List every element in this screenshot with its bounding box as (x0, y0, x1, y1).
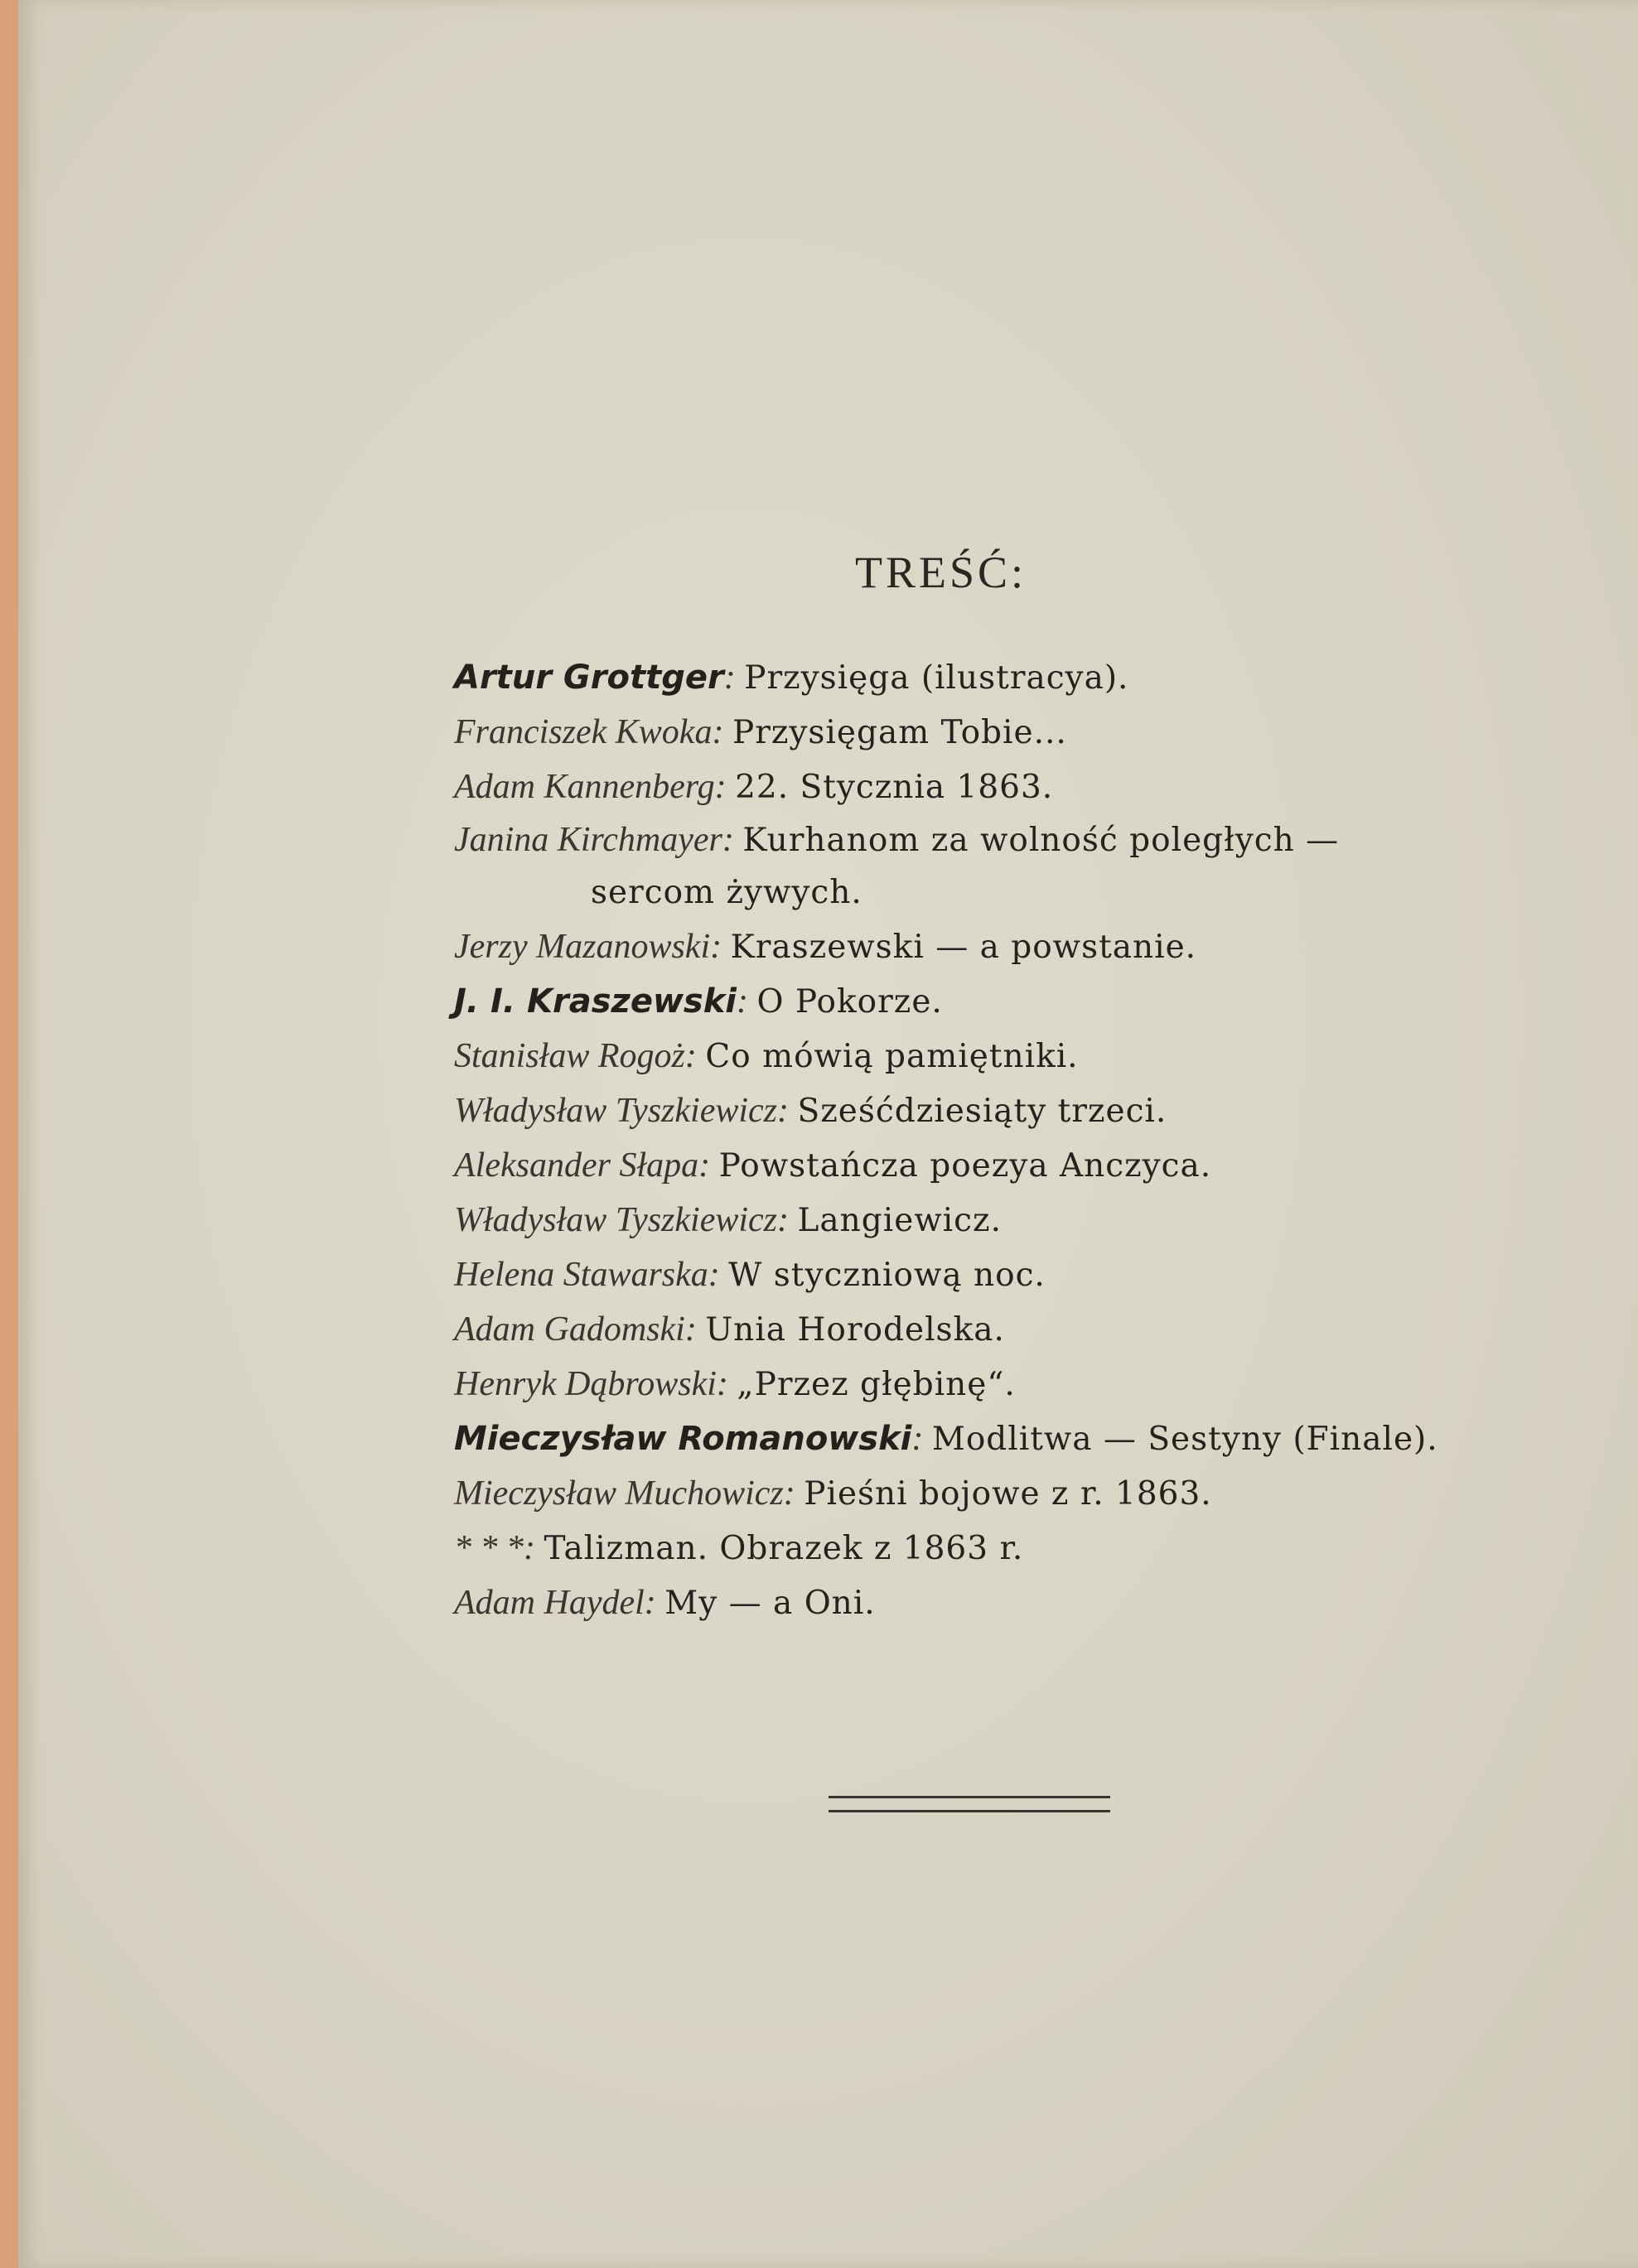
entry-author: Franciszek Kwoka (454, 713, 713, 751)
entry-title: My — a Oni. (664, 1585, 876, 1622)
book-page (18, 0, 1638, 2268)
entry-author: Mieczysław Muchowicz (454, 1474, 784, 1513)
entry-author: Henryk Dąbrowski (454, 1365, 717, 1403)
toc-entry: Adam Haydel: My — a Oni. (454, 1584, 876, 1622)
entry-author: Jerzy Mazanowski (454, 928, 711, 966)
entry-author: Stanisław Rogoż (454, 1037, 685, 1075)
entry-author: Helena Stawarska (454, 1256, 708, 1294)
entry-title: Pieśni bojowe z r. 1863. (804, 1475, 1212, 1513)
toc-entry: Mieczysław Romanowski: Modlitwa — Sestyny (Finale). (454, 1420, 1438, 1458)
entry-title: Przysięga (ilustracya). (744, 659, 1129, 697)
page-title: TREŚĆ: (855, 548, 1027, 597)
entry-author: Adam Kannenberg (454, 768, 715, 806)
entry-title: W styczniową noc. (728, 1257, 1046, 1294)
entry-title: Przysięgam Tobie... (732, 714, 1067, 751)
entry-author: Aleksander Słapa (454, 1146, 699, 1185)
entry-title: Kraszewski — a powstanie. (730, 929, 1197, 966)
entry-author: Adam Haydel (454, 1584, 645, 1622)
toc-entry: Adam Kannenberg: 22. Stycznia 1863. (454, 768, 1054, 806)
toc-entry: Jerzy Mazanowski: Kraszewski — a powstanie. (454, 928, 1197, 966)
entry-author: Artur Grottger (454, 659, 724, 697)
toc-entry: Władysław Tyszkiewicz: Langiewicz. (454, 1201, 1002, 1239)
entry-title: „Przez głębinę“. (737, 1366, 1016, 1403)
entry-title: Modlitwa — Sestyny (Finale). (931, 1421, 1438, 1458)
entry-author: J. I. Kraszewski (454, 982, 737, 1021)
toc-entry: Janina Kirchmayer: Kurhanom za wolność poległych —sercom żywych. (454, 821, 1340, 911)
entry-author: Władysław Tyszkiewicz (454, 1201, 778, 1239)
entry-author: Adam Gadomski (454, 1310, 685, 1349)
entry-title: O Pokorze. (756, 983, 943, 1021)
toc-entry: Władysław Tyszkiewicz: Sześćdziesiąty trzeci. (454, 1092, 1167, 1130)
entry-title: Co mówią pamiętniki. (705, 1038, 1079, 1075)
toc-entry: Adam Gadomski: Unia Horodelska. (454, 1310, 1005, 1349)
entry-author: Janina Kirchmayer (454, 821, 722, 859)
entry-author: * * * (454, 1529, 524, 1567)
entry-title: Unia Horodelska. (705, 1311, 1005, 1349)
toc-entry: J. I. Kraszewski: O Pokorze. (454, 982, 943, 1021)
entry-title-continuation: sercom żywych. (591, 874, 862, 911)
decorative-rule (829, 1810, 1110, 1812)
toc-entry: Stanisław Rogoż: Co mówią pamiętniki. (454, 1037, 1079, 1075)
toc-entry: Franciszek Kwoka: Przysięgam Tobie... (454, 713, 1067, 751)
table-of-contents (454, 650, 1564, 1630)
toc-entry: Helena Stawarska: W styczniową noc. (454, 1256, 1046, 1294)
entry-title: Kurhanom za wolność poległych — (742, 822, 1340, 859)
entry-title: Langiewicz. (797, 1202, 1002, 1239)
entry-title: Sześćdziesiąty trzeci. (797, 1093, 1167, 1130)
entry-title: Talizman. Obrazek z 1863 r. (544, 1530, 1024, 1567)
entry-title: 22. Stycznia 1863. (735, 769, 1054, 806)
toc-entry: Mieczysław Muchowicz: Pieśni bojowe z r. 1863. (454, 1474, 1212, 1513)
decorative-rule (829, 1796, 1110, 1798)
entry-author: Władysław Tyszkiewicz (454, 1092, 778, 1130)
toc-entry: Artur Grottger: Przysięga (ilustracya). (454, 659, 1129, 697)
toc-entry: * * *: Talizman. Obrazek z 1863 r. (454, 1529, 1024, 1567)
entry-author: Mieczysław Romanowski (454, 1420, 912, 1458)
toc-entry: Henryk Dąbrowski: „Przez głębinę“. (454, 1365, 1016, 1403)
toc-entry: Aleksander Słapa: Powstańcza poezya Anczyca. (454, 1146, 1212, 1185)
entry-title: Powstańcza poezya Anczyca. (718, 1147, 1212, 1185)
